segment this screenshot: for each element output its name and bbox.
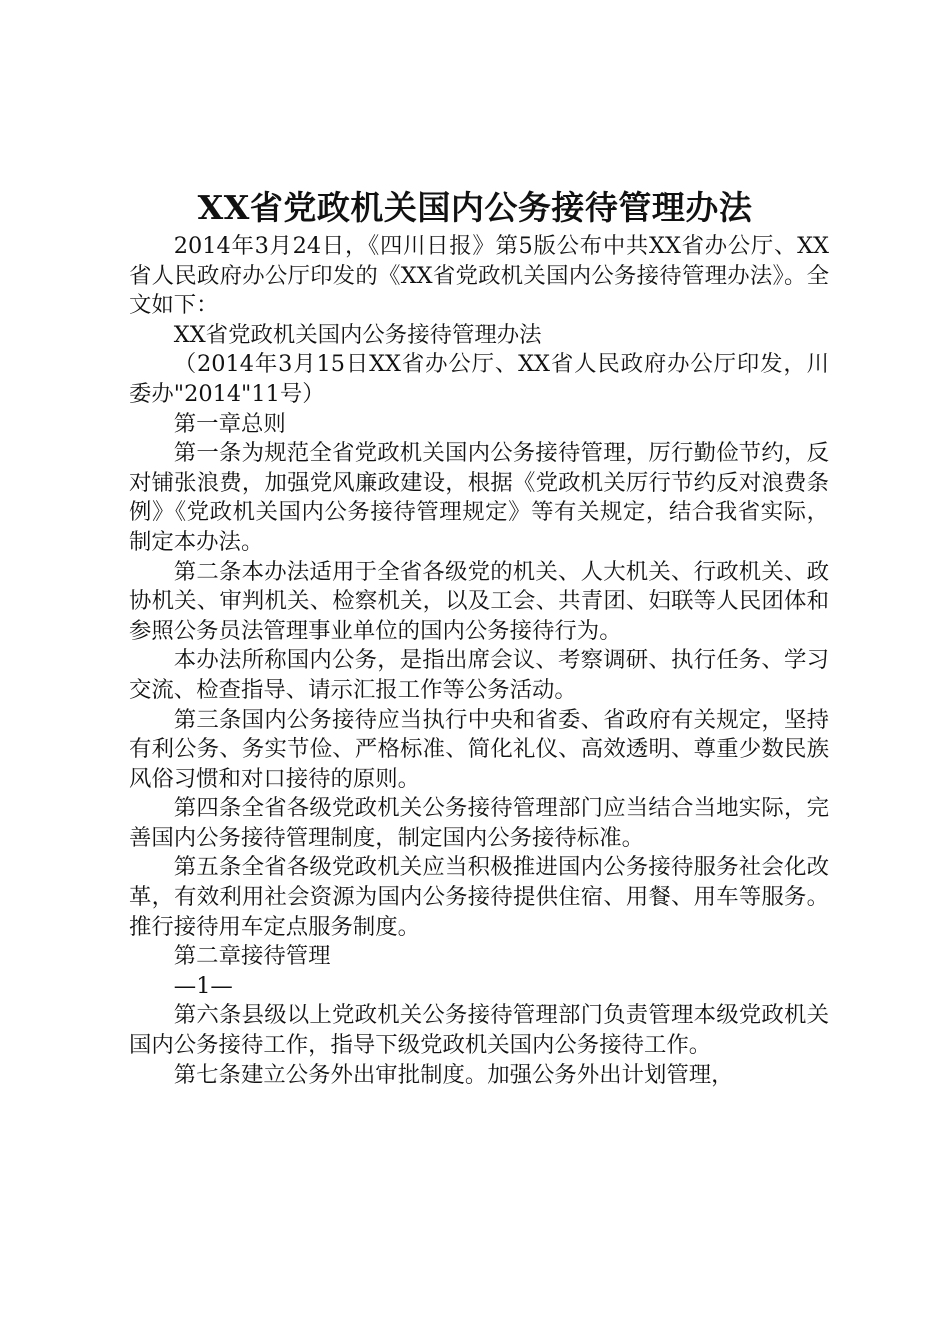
article-paragraph: 第七条建立公务外出审批制度。加强公务外出计划管理， xyxy=(173,1061,734,1088)
chapter-heading: 第一章总则 xyxy=(173,410,286,437)
article-paragraph: 第四条全省各级党政机关公务接待管理部门应当结合当地实际，完善国内公务接待管理制度，制定国内公务接待标准。 xyxy=(129,795,829,851)
page-number: —1— xyxy=(173,972,233,999)
document-body xyxy=(129,232,829,1090)
issuance-note-paragraph: （2014年3月15日XX省办公厅、XX省人民政府办公厅印发，川委办"2014"11号） xyxy=(129,351,829,407)
article-paragraph: 第三条国内公务接待应当执行中央和省委、省政府有关规定，坚持有利公务、务实节俭、严格标准、简化礼仪、高效透明、尊重少数民族风俗习惯和对口接待的原则。 xyxy=(129,706,829,792)
article-paragraph: 第五条全省各级党政机关应当积极推进国内公务接待服务社会化改革，有效利用社会资源为国内公务接待提供住宿、用餐、用车等服务。推行接待用车定点服务制度。 xyxy=(129,854,829,940)
subtitle-paragraph: XX省党政机关国内公务接待管理办法 xyxy=(173,321,542,348)
chapter-heading: 第二章接待管理 xyxy=(173,943,331,970)
intro-paragraph: 2014年3月24日，《四川日报》第5版公布中共XX省办公厅、XX省人民政府办公厅印发的《XX省党政机关国内公务接待管理办法》。全文如下： xyxy=(129,233,829,319)
article-paragraph: 本办法所称国内公务，是指出席会议、考察调研、执行任务、学习交流、检查指导、请示汇报工作等公务活动。 xyxy=(129,647,829,703)
document-title: XX省党政机关国内公务接待管理办法 xyxy=(197,188,753,227)
article-paragraph: 第二条本办法适用于全省各级党的机关、人大机关、行政机关、政协机关、审判机关、检察机关，以及工会、共青团、妇联等人民团体和参照公务员法管理事业单位的国内公务接待行为。 xyxy=(129,558,829,644)
article-paragraph: 第一条为规范全省党政机关国内公务接待管理，厉行勤俭节约，反对铺张浪费，加强党风廉政建设，根据《党政机关厉行节约反对浪费条例》《党政机关国内公务接待管理规定》等有关规定，结合我省实际，制定本办法。 xyxy=(129,440,829,555)
article-paragraph: 第六条县级以上党政机关公务接待管理部门负责管理本级党政机关国内公务接待工作，指导下级党政机关国内公务接待工作。 xyxy=(129,1002,829,1059)
